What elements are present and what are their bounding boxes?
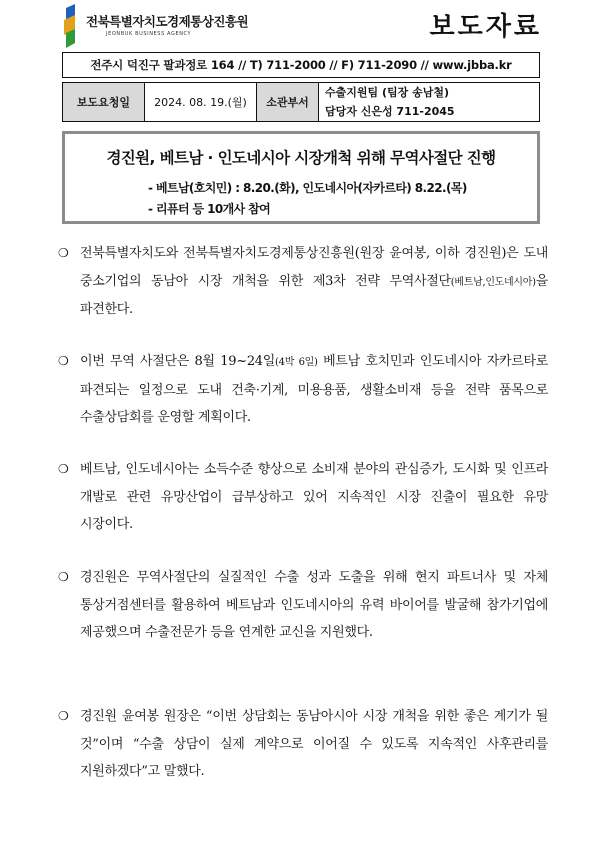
page-header bbox=[62, 4, 542, 48]
bullet-icon: ❍ bbox=[58, 709, 69, 723]
bullet-icon: ❍ bbox=[58, 354, 69, 368]
headline: 경진원, 베트남 · 인도네시아 시장개척 위해 무역사절단 진행 bbox=[106, 149, 496, 167]
subheadline-participants: - 리퓨터 등 10개사 참여 bbox=[148, 202, 271, 216]
paragraph-note: (베트남,인도네시아) bbox=[450, 276, 536, 288]
paragraph-note: (4박 6일) bbox=[275, 357, 318, 368]
contact-value: 담당자 신은성 711-2045 bbox=[325, 105, 455, 118]
org-name-en: JEONBUK BUSINESS AGENCY bbox=[106, 31, 192, 37]
paragraph-text: 경진원은 무역사절단의 실질적인 수출 성과 도출을 위해 현지 파트너사 및 자체 통상거점센터를 활용하여 베트남과 인도네시아의 유력 바이어를 발굴해 참가기업에 제공했으며 수출전문가 등을 연계한 교신을 지원했다. bbox=[80, 570, 548, 641]
meta-table bbox=[62, 82, 540, 122]
paragraph-text-end: 을 파견한다. bbox=[80, 273, 548, 318]
paragraph-text: 베트남, 인도네시아는 소득수준 향상으로 소비재 분야의 관심증가, 도시화 및 인프라 개발로 관련 유망산업이 급부상하고 있어 지속적인 시장 진출이 필요한 유망 시장이다. bbox=[80, 462, 548, 533]
paragraph-text-end: 베트남 호치민과 인도네시아 자카르타로 파견되는 일정으로 도내 건축·기계, 미용용품, 생활소비재 등을 전략 품목으로 수출상담회를 운영할 계획이다. bbox=[80, 354, 549, 426]
paragraph-text: 경진원 윤여봉 원장은 “이번 상담회는 동남아시아 시장 개척을 위한 좋은 계기가 될 것”이며 “수출 상담이 실제 계약으로 이어질 수 있도록 지속적인 사후관리를 지원하겠다”고 말했다. bbox=[80, 709, 548, 780]
dept-value: 수출지원팀 (팀장 송남철) bbox=[325, 86, 449, 99]
headline-box bbox=[62, 131, 540, 224]
paragraph-3 bbox=[58, 456, 548, 539]
bullet-icon: ❍ bbox=[58, 462, 69, 476]
dept-label: 소관부서 bbox=[257, 83, 319, 122]
paragraph-2 bbox=[58, 348, 548, 432]
subheadline-schedule: - 베트남(호치민) : 8.20.(화), 인도네시아(자카르타) 8.22.(목) bbox=[148, 181, 467, 195]
doc-type-title: 보도자료 bbox=[429, 12, 542, 42]
paragraph-1 bbox=[58, 240, 548, 324]
paragraph-text: 이번 무역 사절단은 8월 19~24일 bbox=[80, 354, 276, 369]
date-label: 보도요청일 bbox=[63, 83, 145, 122]
dept-cell bbox=[319, 83, 540, 122]
address-bar: 전주시 덕진구 팔과정로 164 // T) 711-2000 // F) 711-2090 // www.jbba.kr bbox=[62, 52, 540, 78]
paragraph-text: 전북특별자치도와 전북특별자치도경제통상진흥원(원장 윤여봉, 이하 경진원)은 도내 중소기업의 동남아 시장 개척을 위한 제3차 전략 무역사절단 bbox=[80, 246, 548, 289]
org-name: 전북특별자치도경제통상진흥원 bbox=[86, 14, 249, 29]
paragraph-4 bbox=[58, 564, 548, 647]
bullet-icon: ❍ bbox=[58, 570, 69, 584]
agency-logo-icon bbox=[62, 4, 82, 48]
paragraph-5 bbox=[58, 703, 548, 786]
bullet-icon: ❍ bbox=[58, 246, 69, 260]
date-value: 2024. 08. 19.(월) bbox=[145, 83, 257, 122]
